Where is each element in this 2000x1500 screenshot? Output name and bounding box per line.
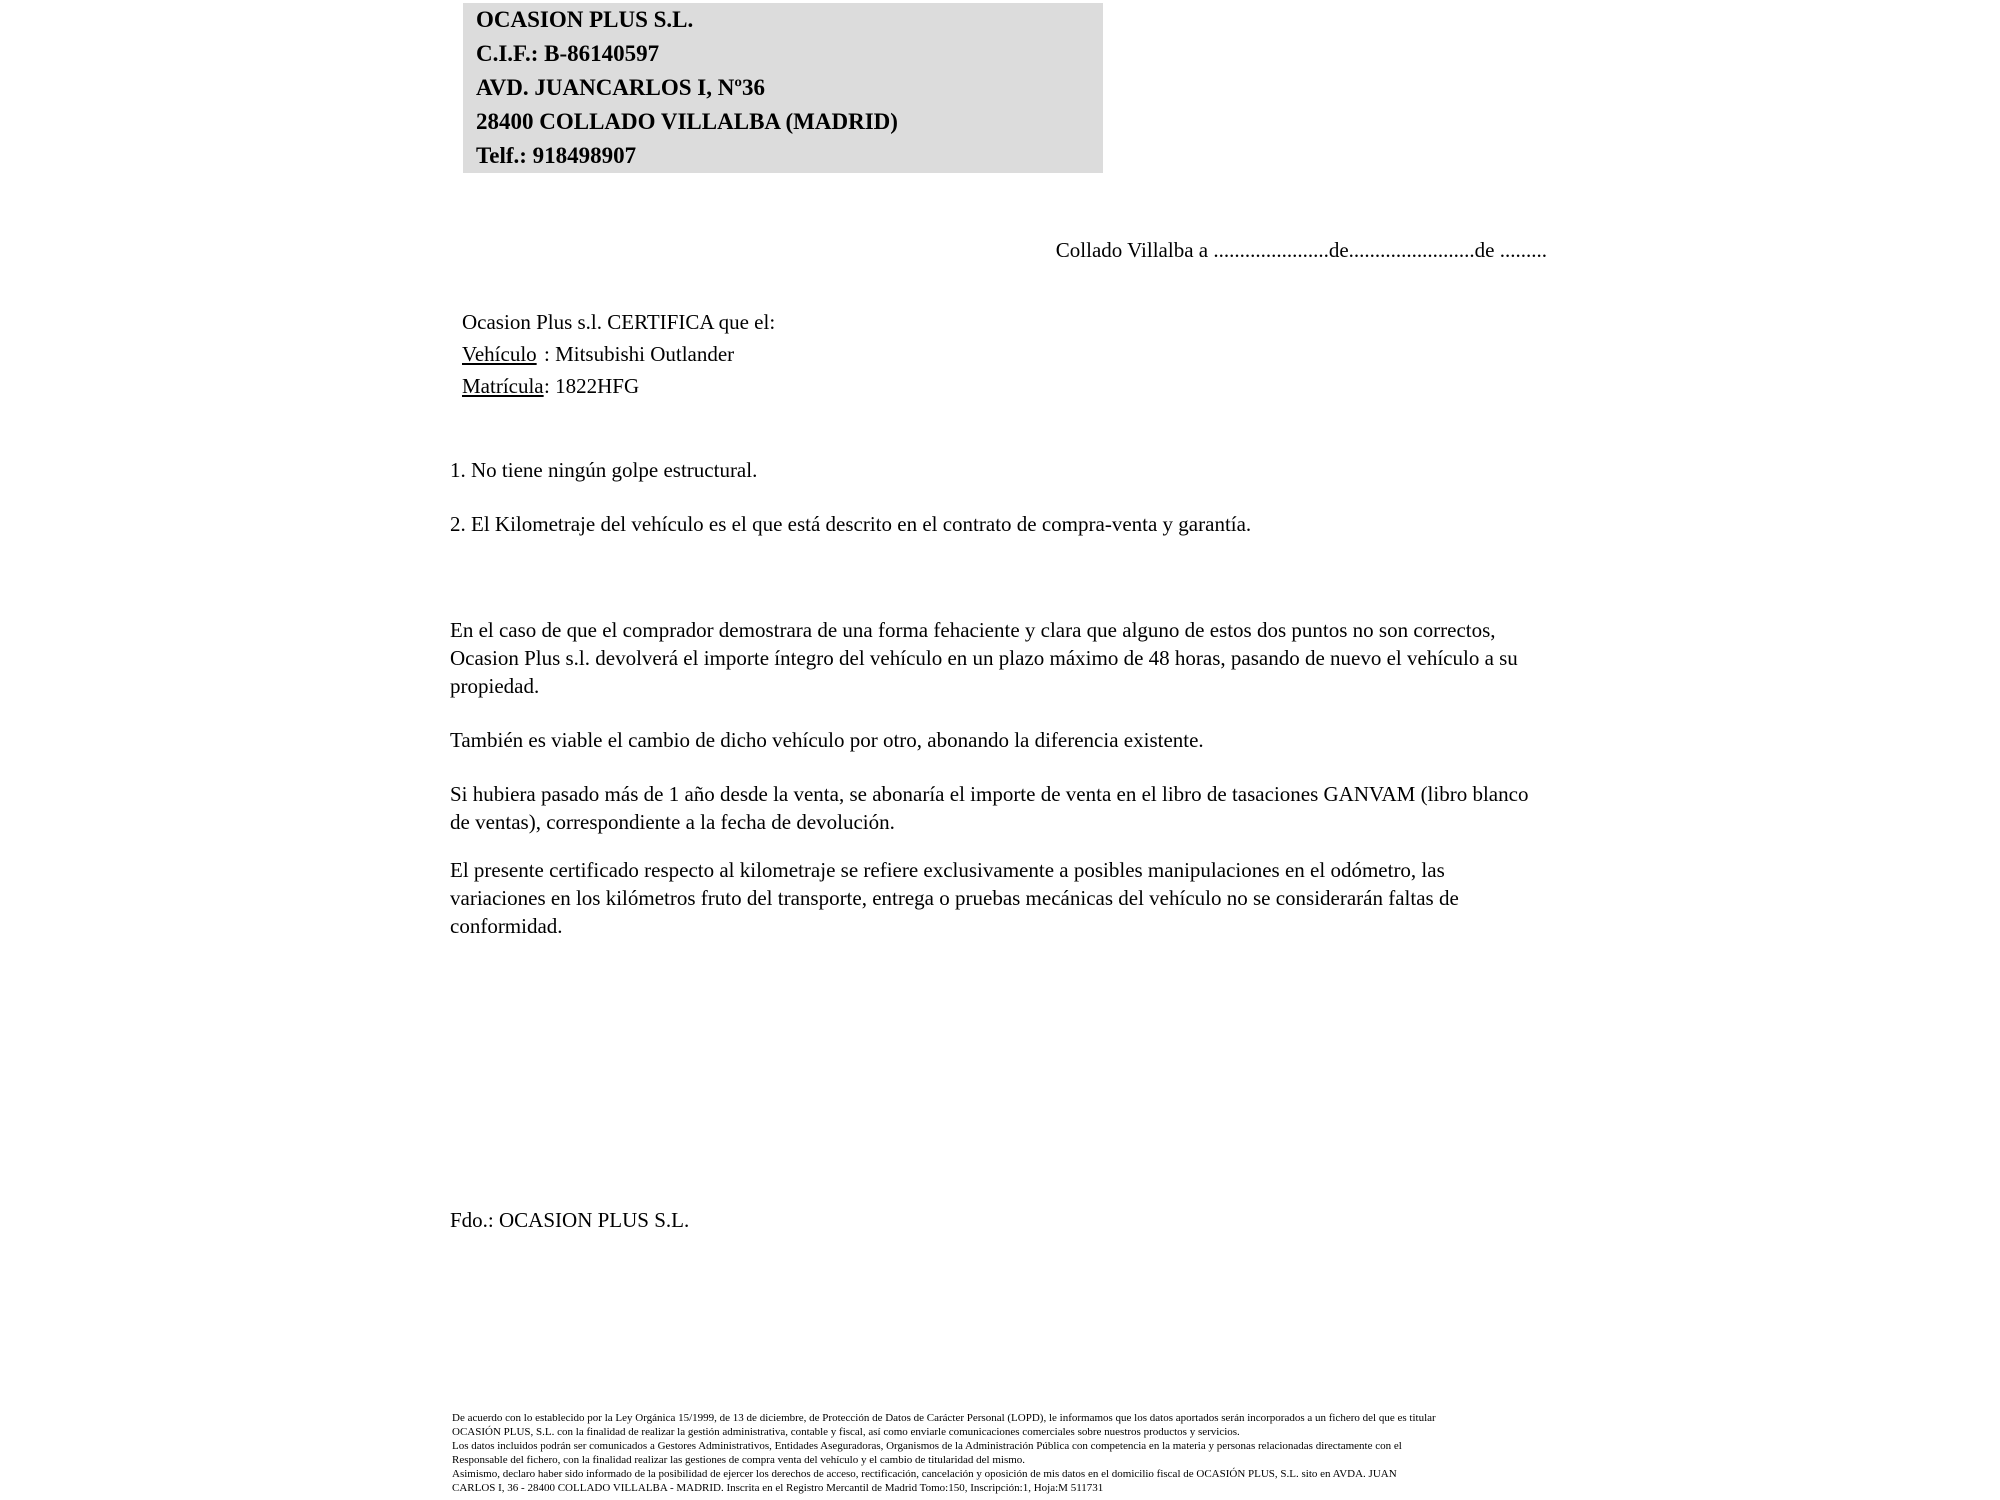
signature-line: Fdo.: OCASION PLUS S.L. (450, 1208, 690, 1232)
legal-footer (452, 1412, 1992, 1495)
legal-footer-line: Responsable del fichero, con la finalidad realizar las gestiones de compra venta del vehículo y el cambio de titularidad del mismo. (452, 1453, 1026, 1466)
company-name: OCASION PLUS S.L. (476, 7, 694, 32)
vehicle-field (462, 338, 775, 370)
legal-footer-line: CARLOS I, 36 - 28400 COLLADO VILLALBA - MADRID. Inscrita en el Registro Mercantil de Madrid Tomo:150, Inscripción:1, Hoja:M 511731 (452, 1481, 1104, 1494)
company-phone: Telf.: 918498907 (476, 143, 637, 168)
company-cif: C.I.F.: B-86140597 (476, 41, 660, 66)
certification-block (462, 306, 775, 402)
plate-value: 1822HFG (555, 374, 640, 398)
legal-footer-line: Asimismo, declaro haber sido informado de la posibilidad de ejercer los derechos de acceso, rectificación, cancelación y oposición de mis datos en el domicilio fiscal de OCASIÓN PLUS, S.L. sito en AVDA. JUAN (452, 1467, 1397, 1480)
refund-paragraph: En el caso de que el comprador demostrara de una forma fehaciente y clara que alguno de estos dos puntos no son correctos, Ocasion Plus s.l. devolverá el importe íntegro del vehículo en un plazo máximo de 48 horas, pasando de nuevo el vehículo a su propiedad. (450, 618, 1518, 698)
vehicle-label: Vehículo (462, 342, 537, 366)
company-city: 28400 COLLADO VILLALBA (MADRID) (476, 109, 898, 134)
company-info-box (463, 3, 1103, 173)
vehicle-value: Mitsubishi Outlander (555, 342, 735, 366)
legal-footer-line: Los datos incluidos podrán ser comunicados a Gestores Administrativos, Entidades Aseguradoras, Organismos de la Administración Pública con competencia en la materia y personas relacionadas directamente con el (452, 1439, 1402, 1452)
condition-structural: 1. No tiene ningún golpe estructural. (450, 458, 758, 482)
legal-footer-line: De acuerdo con lo establecido por la Ley Orgánica 15/1999, de 13 de diciembre, de Protección de Datos de Carácter Personal (LOPD), le informamos que los datos aportados serán incorporados a un fichero del que es titular (452, 1412, 1436, 1424)
ganvam-paragraph: Si hubiera pasado más de 1 año desde la venta, se abonaría el importe de venta en el libro de tasaciones GANVAM (libro blanco de ventas), correspondiente a la fecha de devolución. (450, 782, 1529, 834)
vehicle-separator: : (544, 342, 550, 366)
company-address: AVD. JUANCARLOS I, Nº36 (476, 75, 765, 100)
odometer-paragraph: El presente certificado respecto al kilometraje se refiere exclusivamente a posibles manipulaciones en el odómetro, las variaciones en los kilómetros fruto del transporte, entrega o pruebas mecánicas del vehículo no se considerarán faltas de conformidad. (450, 858, 1459, 938)
plate-separator: : (544, 374, 550, 398)
condition-mileage: 2. El Kilometraje del vehículo es el que está descrito en el contrato de compra-venta y garantía. (450, 512, 1252, 536)
date-line: Collado Villalba a ......................de........................de ......... (1055, 238, 1547, 262)
exchange-paragraph: También es viable el cambio de dicho vehículo por otro, abonando la diferencia existente. (450, 728, 1204, 752)
legal-footer-line: OCASIÓN PLUS, S.L. con la finalidad de realizar la gestión administrativa, contable y fiscal, así como enviarle comunicaciones comerciales sobre nuestros productos y servicios. (452, 1425, 1240, 1438)
certifies-line: Ocasion Plus s.l. CERTIFICA que el: (462, 310, 776, 334)
plate-label: Matrícula (462, 374, 544, 398)
plate-field (462, 370, 775, 402)
